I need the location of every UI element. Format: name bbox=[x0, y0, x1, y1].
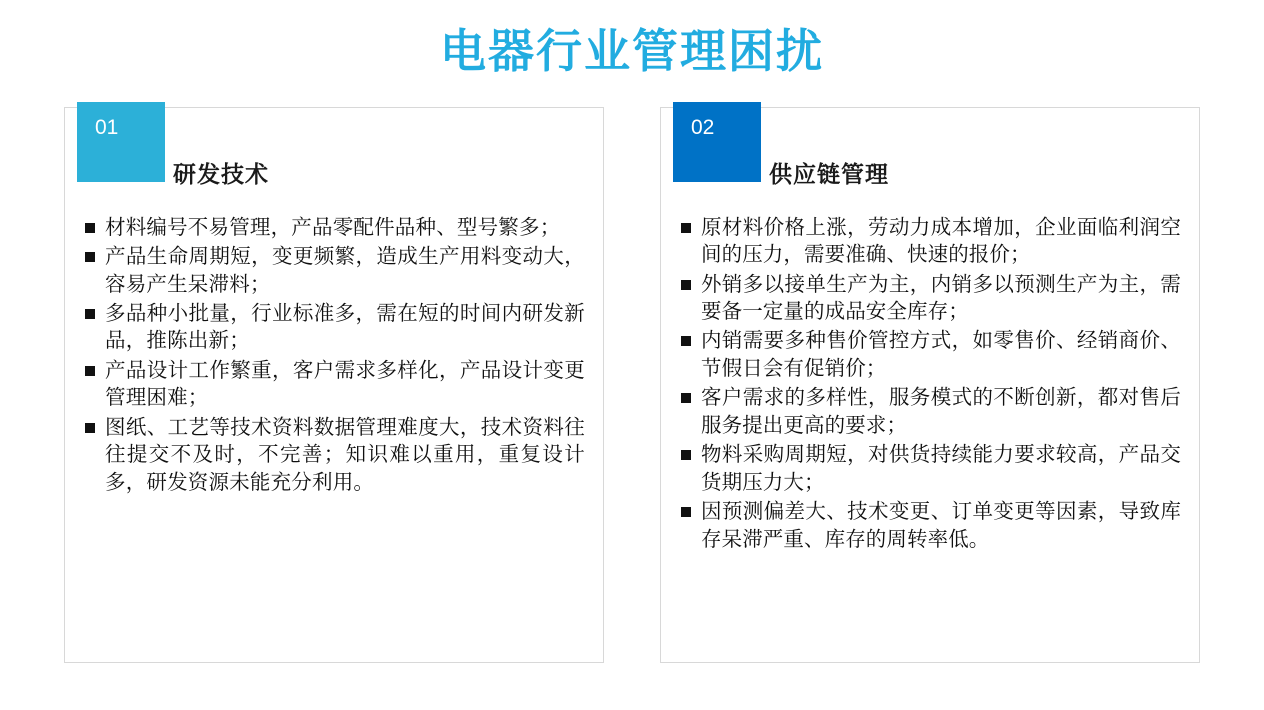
card-number-label: 02 bbox=[691, 115, 715, 139]
list-item-text: 图纸、工艺等技术资料数据管理难度大，技术资料往往提交不及时，不完善；知识难以重用，重复设计多，研发资源未能充分利用。 bbox=[105, 415, 585, 494]
card-number-label: 01 bbox=[95, 115, 119, 139]
square-bullet-icon bbox=[85, 309, 95, 319]
list-item-text: 原材料价格上涨，劳动力成本增加，企业面临利润空间的压力，需要准确、快速的报价； bbox=[701, 215, 1181, 267]
bullet-list bbox=[661, 214, 1199, 556]
square-bullet-icon bbox=[85, 423, 95, 433]
square-bullet-icon bbox=[681, 450, 691, 460]
list-item bbox=[675, 271, 1181, 326]
list-item-text: 产品生命周期短，变更频繁，造成生产用料变动大，容易产生呆滞料； bbox=[105, 245, 585, 296]
square-bullet-icon bbox=[681, 223, 691, 233]
list-item bbox=[675, 384, 1181, 439]
list-item-text: 因预测偏差大、技术变更、订单变更等因素，导致库存呆滞严重、库存的周转率低。 bbox=[701, 500, 1181, 551]
cards-container bbox=[0, 107, 1264, 663]
card-number-badge bbox=[77, 102, 165, 182]
list-item-text: 外销多以接单生产为主，内销多以预测生产为主，需要备一定量的成品安全库存； bbox=[701, 272, 1181, 323]
card-heading: 研发技术 bbox=[173, 160, 269, 187]
list-item bbox=[79, 300, 585, 355]
list-item bbox=[79, 214, 585, 241]
list-item bbox=[79, 243, 585, 298]
list-item bbox=[675, 498, 1181, 553]
card-heading: 供应链管理 bbox=[769, 160, 889, 187]
square-bullet-icon bbox=[85, 252, 95, 262]
square-bullet-icon bbox=[681, 336, 691, 346]
list-item-text: 多品种小批量，行业标准多，需在短的时间内研发新品，推陈出新； bbox=[105, 302, 585, 353]
card-research-technology bbox=[64, 107, 604, 663]
list-item-text: 内销需要多种售价管控方式，如零售价、经销商价、节假日会有促销价； bbox=[701, 329, 1181, 380]
bullet-list bbox=[65, 214, 603, 499]
list-item bbox=[79, 357, 585, 412]
page-title: 电器行业管理困扰 bbox=[440, 25, 824, 77]
list-item-text: 产品设计工作繁重，客户需求多样化，产品设计变更管理困难； bbox=[105, 358, 585, 410]
list-item bbox=[79, 414, 585, 496]
square-bullet-icon bbox=[681, 507, 691, 517]
list-item-text: 材料编号不易管理，产品零配件品种、型号繁多； bbox=[105, 215, 561, 239]
square-bullet-icon bbox=[85, 366, 95, 376]
list-item bbox=[675, 214, 1181, 269]
list-item-text: 物料采购周期短，对供货持续能力要求较高，产品交货期压力大； bbox=[701, 443, 1181, 494]
list-item bbox=[675, 327, 1181, 382]
list-item bbox=[675, 441, 1181, 496]
card-number-badge bbox=[673, 102, 761, 182]
square-bullet-icon bbox=[681, 280, 691, 290]
list-item-text: 客户需求的多样性，服务模式的不断创新，都对售后服务提出更高的要求； bbox=[701, 386, 1181, 437]
card-supply-chain-management bbox=[660, 107, 1200, 663]
square-bullet-icon bbox=[681, 393, 691, 403]
square-bullet-icon bbox=[85, 223, 95, 233]
